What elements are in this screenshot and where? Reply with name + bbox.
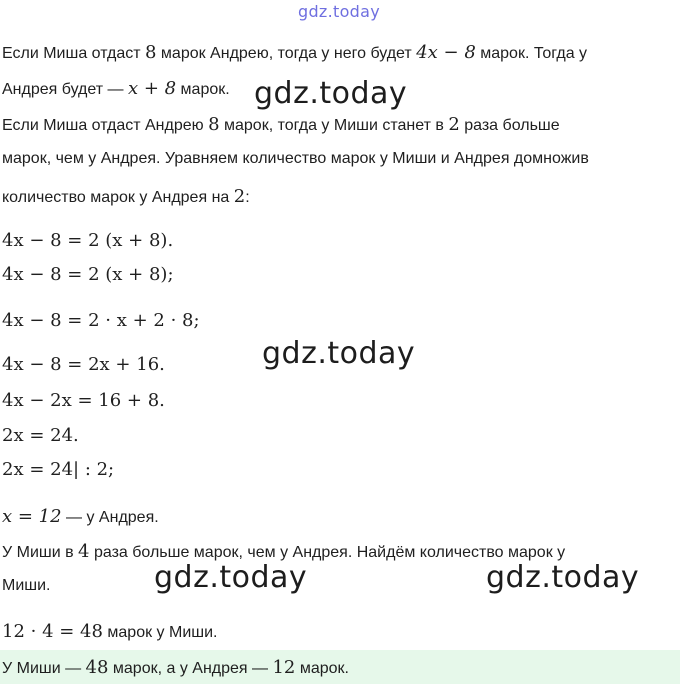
para1-text-a: Если Миша отдаст <box>2 45 146 62</box>
equation-7: 2x = 24| : 2; <box>2 459 115 480</box>
answer-number-12: 12 <box>272 657 296 678</box>
para1-text-e: марок. <box>176 81 230 98</box>
result-line <box>2 506 159 527</box>
equation-6: 2x = 24. <box>2 425 79 446</box>
para1-text-b: марок Андрею, тогда у него будет <box>156 45 417 62</box>
para2-line2 <box>2 150 589 168</box>
answer-number-48: 48 <box>85 657 109 678</box>
para2-text-b: марок, тогда у Миши станет в <box>219 117 449 134</box>
para3-line2 <box>2 577 50 595</box>
watermark-3: gdz.today <box>154 560 308 595</box>
para1-line2 <box>2 78 230 99</box>
equation-5: 4x − 2x = 16 + 8. <box>2 390 165 411</box>
para3-line1 <box>2 541 565 562</box>
para1-line1 <box>2 42 587 63</box>
para2-text-c: раза больше <box>459 117 560 134</box>
calc-text: марок у Миши. <box>102 624 218 641</box>
equation-4: 4x − 8 = 2x + 16. <box>2 354 165 375</box>
para3-text-a: У Миши в <box>2 544 79 561</box>
para3-number-4: 4 <box>78 541 90 562</box>
watermark-2: gdz.today <box>262 336 416 371</box>
watermark-1: gdz.today <box>254 76 408 111</box>
watermark-top: gdz.today <box>298 2 380 21</box>
para2-number-2b: 2 <box>233 186 246 207</box>
para1-expr-x+8: x + 8 <box>127 78 177 99</box>
para1-number-8: 8 <box>145 42 157 63</box>
calc-equation: 12 · 4 = 48 <box>2 621 103 642</box>
para1-text-d: Андрея будет — <box>2 81 128 98</box>
result-text: — у Андрея. <box>61 509 159 526</box>
calc-line <box>2 621 217 642</box>
para2-text-e: количество марок у Андрея на <box>2 189 234 206</box>
para2-number-8: 8 <box>208 114 220 135</box>
para2-line1 <box>2 114 560 135</box>
answer-text-b: марок, а у Андрея — <box>108 660 273 677</box>
para3-text-c: Миши. <box>2 577 51 594</box>
result-equation: x = 12 <box>2 506 62 527</box>
para2-text-f: : <box>245 189 250 206</box>
para2-text-d: марок, чем у Андрея. Уравняем количество марок у Миши и Андрея домножив <box>2 150 589 167</box>
para2-number-2: 2 <box>448 114 460 135</box>
answer-text-a: У Миши — <box>2 660 86 677</box>
watermark-4: gdz.today <box>486 560 640 595</box>
para1-expr-4x-8: 4x − 8 <box>416 42 476 63</box>
equation-1: 4x − 8 = 2 (x + 8). <box>2 230 174 251</box>
equation-2: 4x − 8 = 2 (x + 8); <box>2 264 174 285</box>
para2-line3 <box>2 186 250 207</box>
para2-text-a: Если Миша отдаст Андрею <box>2 117 209 134</box>
equation-3: 4x − 8 = 2 · x + 2 · 8; <box>2 310 200 331</box>
answer-line <box>2 657 349 678</box>
answer-text-c: марок. <box>295 660 349 677</box>
para3-text-b: раза больше марок, чем у Андрея. Найдём количество марок у <box>89 544 566 561</box>
para1-text-c: марок. Тогда у <box>475 45 588 62</box>
